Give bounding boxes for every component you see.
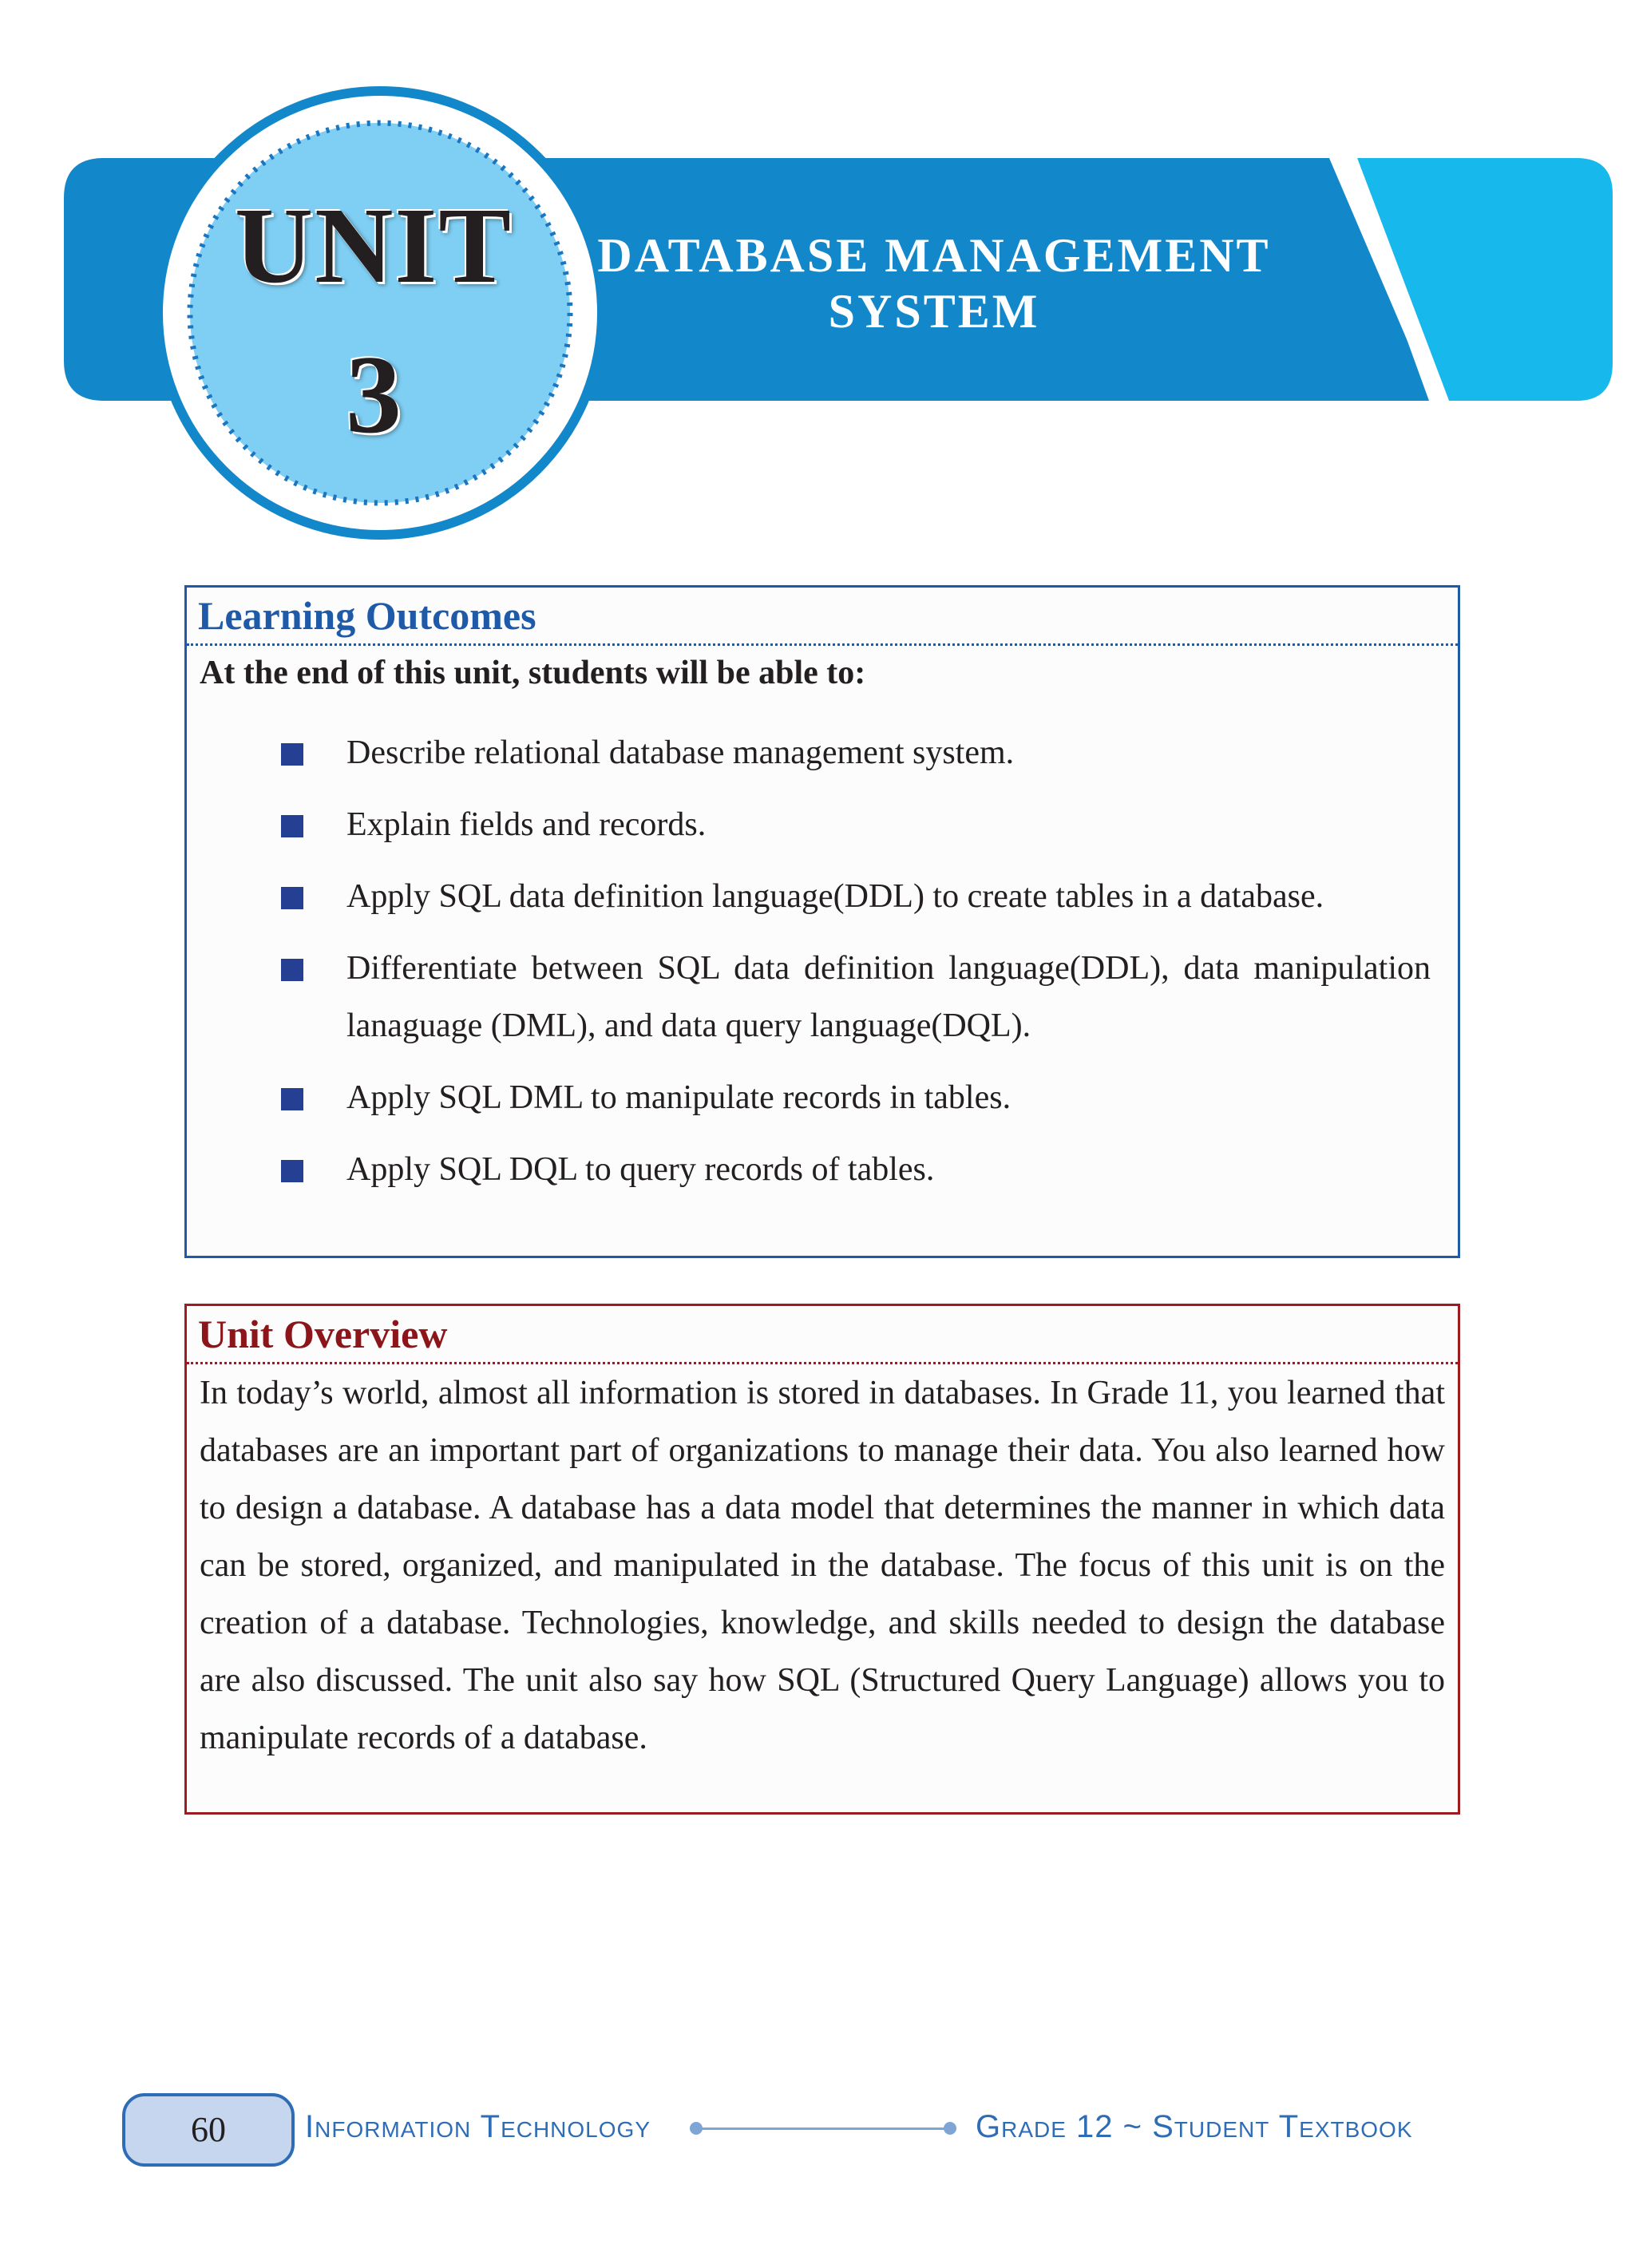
learning-outcomes-heading: Learning Outcomes bbox=[187, 588, 1458, 646]
footer-book-title: Grade 12 ~ Student Textbook bbox=[976, 2109, 1413, 2144]
square-bullet-icon bbox=[281, 743, 303, 766]
unit-title bbox=[551, 228, 1317, 339]
unit-overview-heading: Unit Overview bbox=[187, 1306, 1458, 1364]
list-item-text: Explain fields and records. bbox=[346, 806, 707, 843]
list-item bbox=[187, 940, 1458, 1055]
learning-outcomes-list bbox=[187, 695, 1458, 1198]
square-bullet-icon bbox=[281, 887, 303, 909]
list-item bbox=[187, 796, 1458, 853]
list-item-text: Differentiate between SQL data definition language(DDL), data manipulation lanaguage (DML), and data query language(DQL). bbox=[346, 950, 1431, 1044]
square-bullet-icon bbox=[281, 815, 303, 837]
square-bullet-icon bbox=[281, 959, 303, 981]
learning-outcomes-intro: At the end of this unit, students will be able to: bbox=[200, 655, 866, 691]
unit-label: UNIT bbox=[234, 186, 513, 306]
list-item bbox=[187, 868, 1458, 925]
list-item-text: Apply SQL DQL to query records of tables. bbox=[346, 1151, 935, 1188]
list-item-text: Apply SQL DML to manipulate records in tables. bbox=[346, 1079, 1011, 1116]
square-bullet-icon bbox=[281, 1088, 303, 1110]
footer-subject: Information Technology bbox=[305, 2109, 651, 2144]
page-number: 60 bbox=[122, 2093, 295, 2167]
footer-divider bbox=[696, 2127, 950, 2130]
list-item bbox=[187, 1069, 1458, 1126]
unit-title-line-1: DATABASE MANAGEMENT bbox=[597, 229, 1271, 282]
list-item-text: Describe relational database management system. bbox=[346, 734, 1015, 771]
list-item bbox=[187, 724, 1458, 782]
unit-overview-box bbox=[184, 1304, 1460, 1815]
unit-number: 3 bbox=[346, 333, 402, 457]
unit-title-line-2: SYSTEM bbox=[828, 285, 1040, 338]
unit-overview-text: In today’s world, almost all information is stored in databases. In Grade 11, you learned that databases are an important part of organizations to manage their data. You also learned how to design a database. A database has a data model that determines the manner in which data can be stored, organized, and manipulated in the database. The focus of this unit is on the creation of a database. Technologies, knowledge, and skills needed to design the database are also discussed. The unit also say how SQL (Structured Query Language) allows you to manipulate records of a database. bbox=[200, 1375, 1445, 1756]
square-bullet-icon bbox=[281, 1160, 303, 1182]
list-item-text: Apply SQL data definition language(DDL) to create tables in a database. bbox=[346, 878, 1324, 915]
learning-outcomes-box bbox=[184, 585, 1460, 1258]
list-item bbox=[187, 1141, 1458, 1198]
footer-dot-right bbox=[944, 2122, 956, 2135]
